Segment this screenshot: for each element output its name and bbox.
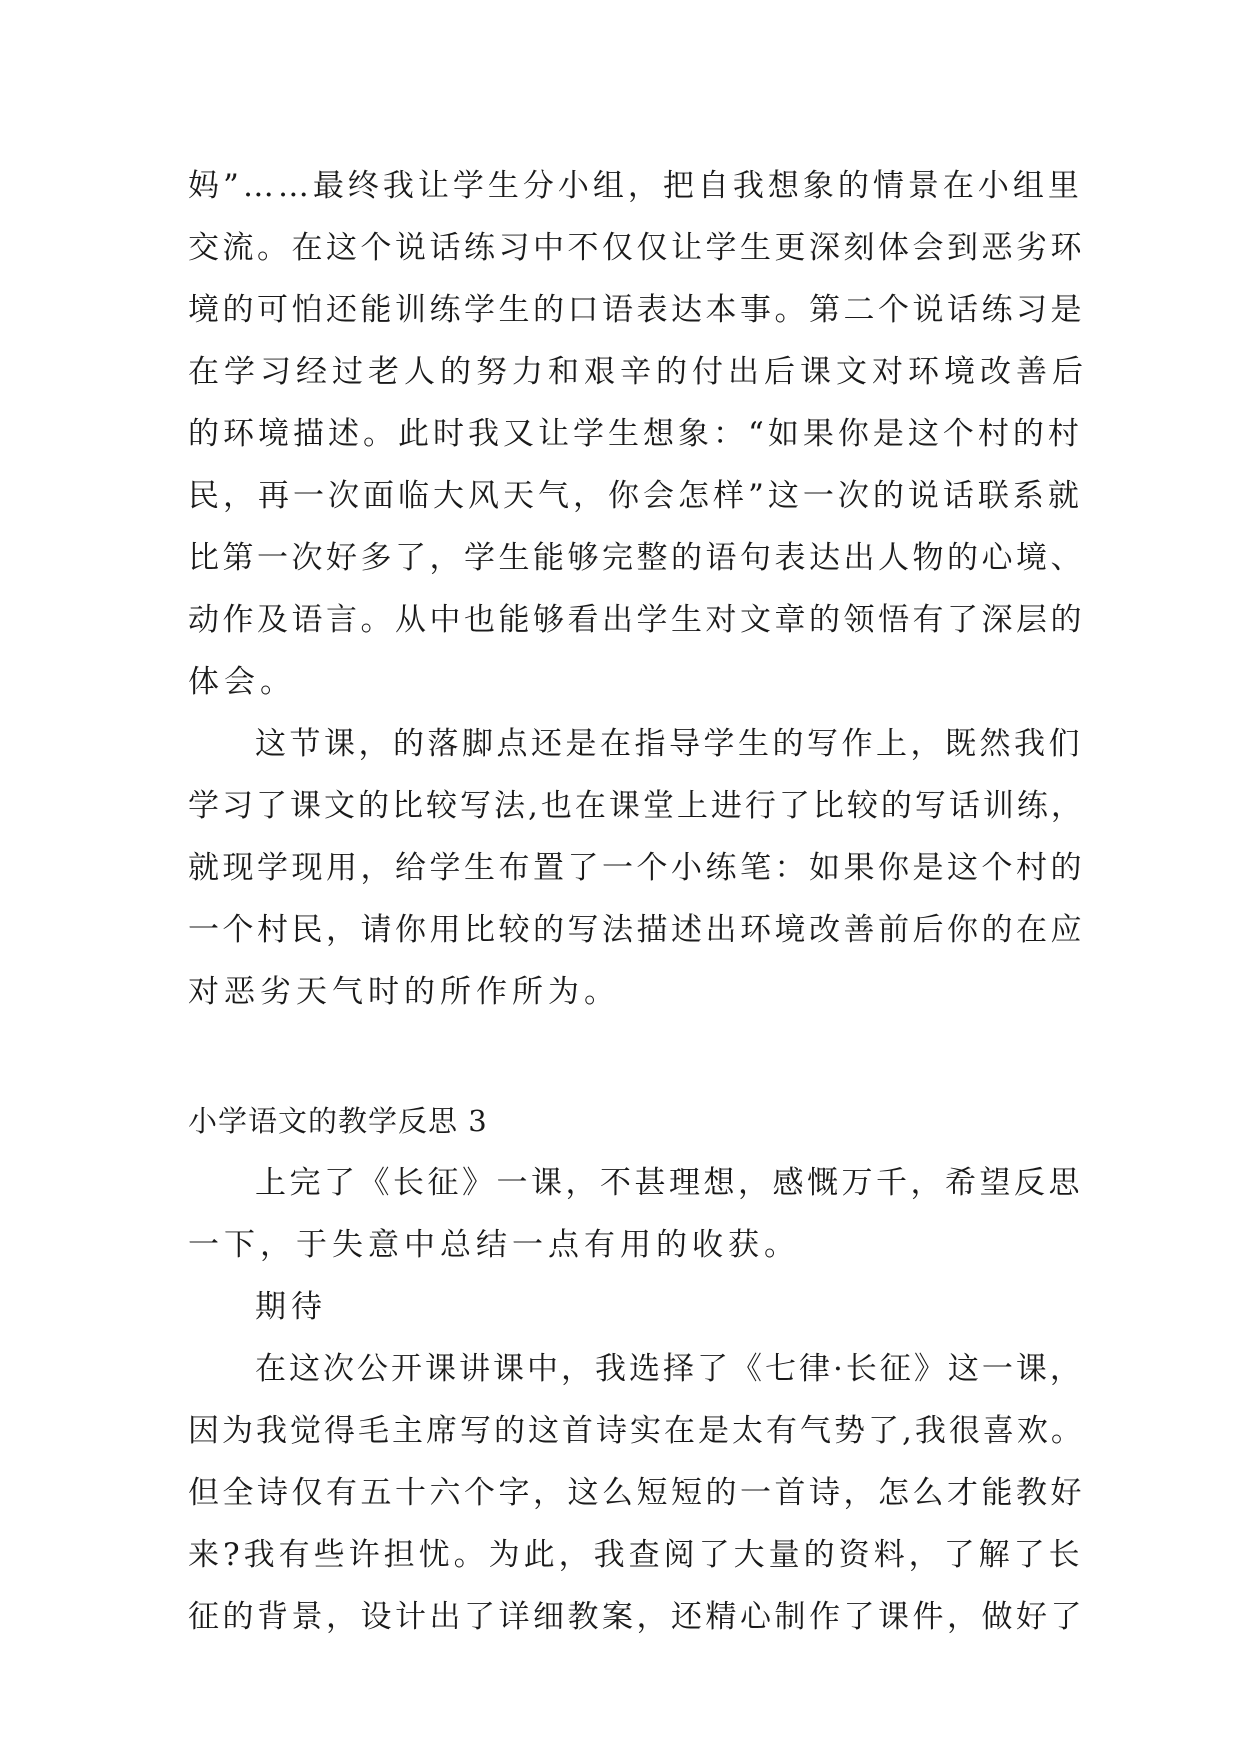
paragraph-line: 学习了课文的比较写法,也在课堂上进行了比较的写话训练， xyxy=(188,788,1085,824)
paragraph-line: 的环境描述。此时我又让学生想象：“如果你是这个村的村 xyxy=(188,416,1083,452)
paragraph-line: 就现学现用，给学生布置了一个小练笔：如果你是这个村的 xyxy=(188,850,1085,886)
paragraph-line: 对恶劣天气时的所作所为。 xyxy=(188,974,620,1010)
paragraph-line: 比第一次好多了，学生能够完整的语句表达出人物的心境、 xyxy=(188,540,1085,576)
paragraph-line: 动作及语言。从中也能够看出学生对文章的领悟有了深层的 xyxy=(188,602,1085,638)
paragraph-line: 一下，于失意中总结一点有用的收获。 xyxy=(188,1227,800,1263)
section-heading: 小学语文的教学反思 3 xyxy=(188,1104,488,1138)
paragraph-line: 上完了《长征》一课，不甚理想，感慨万千，希望反思 xyxy=(255,1165,1083,1201)
paragraph-line: 来?我有些许担忧。为此，我查阅了大量的资料，了解了长 xyxy=(188,1537,1084,1573)
paragraph-line: 征的背景，设计出了详细教案，还精心制作了课件，做好了 xyxy=(188,1599,1085,1635)
paragraph-line: 在学习经过老人的努力和艰辛的付出后课文对环境改善后 xyxy=(188,354,1088,390)
paragraph-line: 体会。 xyxy=(188,664,296,700)
paragraph-line: 这节课，的落脚点还是在指导学生的写作上，既然我们 xyxy=(255,726,1083,762)
paragraph-line: 民，再一次面临大风天气，你会怎样”这一次的说话联系就 xyxy=(188,478,1083,514)
paragraph-line: 但全诗仅有五十六个字，这么短短的一首诗，怎么才能教好 xyxy=(188,1475,1085,1511)
paragraph-line: 交流。在这个说话练习中不仅仅让学生更深刻体会到恶劣环 xyxy=(188,230,1085,266)
paragraph-line: 期待 xyxy=(255,1289,327,1325)
paragraph-line: 在这次公开课讲课中，我选择了《七律·长征》这一课， xyxy=(255,1351,1084,1387)
paragraph-line: 妈”……最终我让学生分小组，把自我想象的情景在小组里 xyxy=(188,168,1083,204)
paragraph-line: 境的可怕还能训练学生的口语表达本事。第二个说话练习是 xyxy=(188,292,1085,328)
paragraph-line: 因为我觉得毛主席写的这首诗实在是太有气势了,我很喜欢。 xyxy=(188,1413,1085,1449)
paragraph-line: 一个村民，请你用比较的写法描述出环境改善前后你的在应 xyxy=(188,912,1085,948)
